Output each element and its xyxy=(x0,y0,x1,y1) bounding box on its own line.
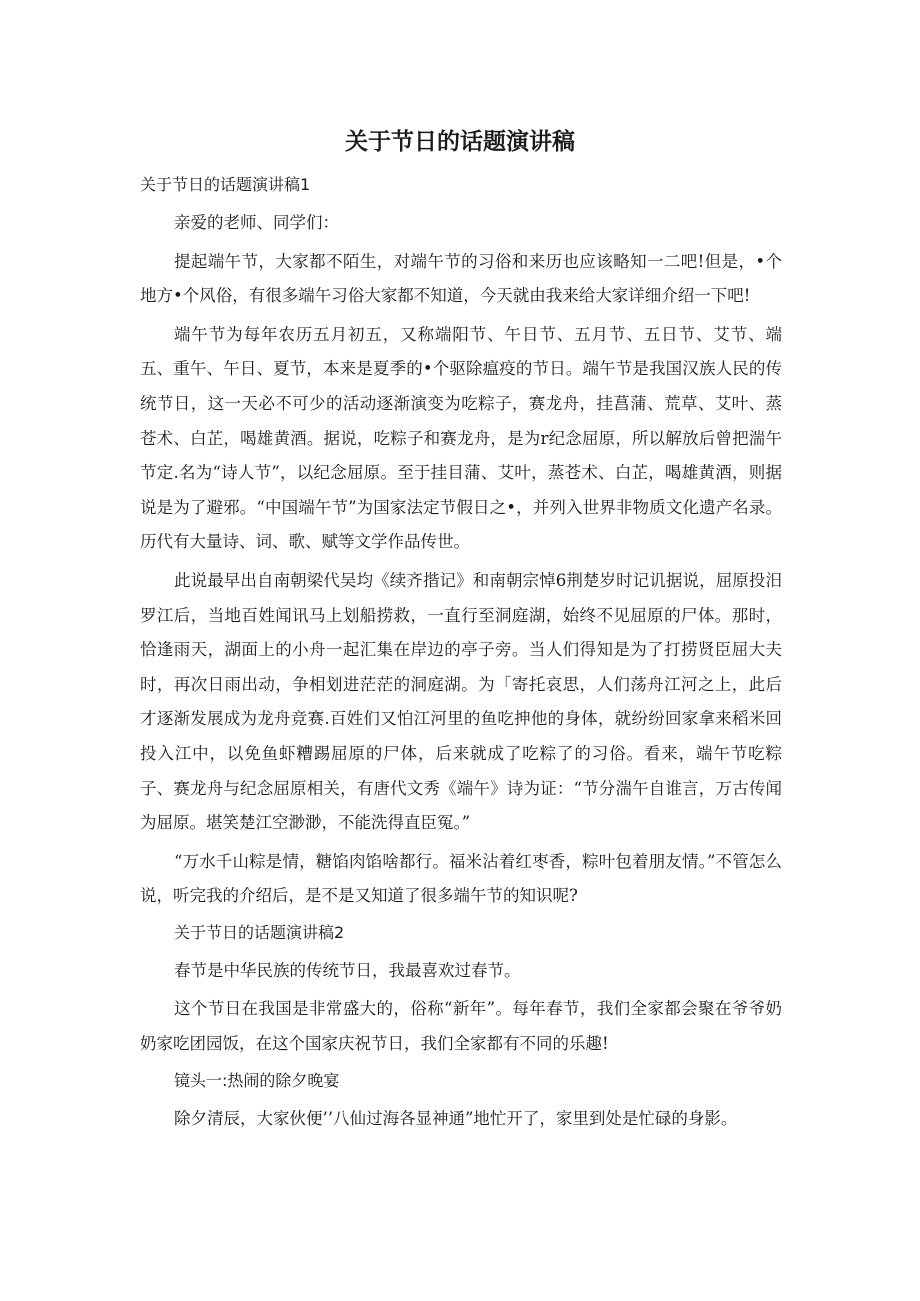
speech-2-heading: 关于节日的话题演讲稿2 xyxy=(174,922,345,942)
speech-2-paragraph: 春节是中华民族的传统节日，我最喜欢过春节。 xyxy=(174,960,521,980)
speech-2-subheading: 镜头一:热闹的除夕晚宴 xyxy=(174,1070,340,1090)
speech-1-paragraph: 此说最早出自南朝梁代吴均《续齐揩记》和南朝宗悼6荆楚岁时记讥据说，屈原投汨罗江后，当地百姓闻讯马上划船捞救，一直行至洞庭湖，始终不见屈原的尸体。那时，恰逢雨天，湖面上的小舟一起汇集在岸边的亭子旁。当人们得知是为了打捞贤臣屈大夫时，再次日雨出动，争相划进茫茫的洞庭湖。为「寄托哀思，人们荡舟江河之上，此后才逐渐发展成为龙舟竞赛.百姓们又怕江河里的鱼吃抻他的身体，就纷纷回家拿来稻米回投入江中，以免鱼虾糟踢屈原的尸体，后来就成了吃粽了的习俗。看来，端午节吃粽子、赛龙舟与纪念屈原相关，有唐代文秀《端午》诗为证：“节分湍午自谁言，万古传闻为屈原。堪笑楚江空渺渺，不能洗得直臣冤。” xyxy=(140,570,782,833)
speech-1-paragraph: 端午节为每年农历五月初五，又称端阳节、午日节、五月节、五日节、艾节、端五、重午、午日、夏节，本来是夏季的•个驱除瘟疫的节日。端午节是我国汉族人民的传统节日，这一天必不可少的活动逐渐演变为吃粽子，赛龙舟，挂菖蒲、荒草、艾叶、蒸苍术、白芷，喝雄黄酒。据说，吃粽子和赛龙舟，是为r纪念屈原，所以解放后曾把湍午节定.名为“诗人节”，以纪念屈原。至于挂目蒲、艾叶，蒸苍术、白芷，喝雄黄酒，则据说是为了避邪。“中国端午节”为国家法定节假日之•，并列入世界非物质文化遗产名录。历代有大量诗、词、歌、赋等文学作品传世。 xyxy=(140,324,782,552)
speech-1-paragraph: 提起端午节，大家都不陌生，对端午节的习俗和来历也应该略知一二吧!但是，•个地方•个风俗，有很多端午习俗大家都不知道，今天就由我来给大家详细介绍一下吧! xyxy=(140,251,782,306)
document-title: 关于节日的话题演讲稿 xyxy=(345,129,575,155)
speech-1-greeting: 亲爱的老师、同学们： xyxy=(174,213,339,232)
speech-2-paragraph: 除夕清辰，大家伙便’’八仙过海各显神通”地忙开了，家里到处是忙碌的身影。 xyxy=(174,1108,738,1128)
speech-1-heading: 关于节日的话题演讲稿1 xyxy=(140,175,311,194)
speech-2-paragraph: 这个节日在我国是非常盛大的，俗称“新年”。每年春节，我们全家都会聚在爷爷奶奶家吃团园饭，在这个国家庆祝节日，我们全家都有不同的乐趣! xyxy=(140,999,782,1054)
document-body xyxy=(140,170,782,1136)
speech-1-paragraph: “万水千山粽是情，糖馅肉馅啥都行。福米沾着红枣香，粽叶包着朋友情。”不管怎么说，听完我的介绍后，是不是又知道了很多端午节的知识呢? xyxy=(140,851,782,906)
